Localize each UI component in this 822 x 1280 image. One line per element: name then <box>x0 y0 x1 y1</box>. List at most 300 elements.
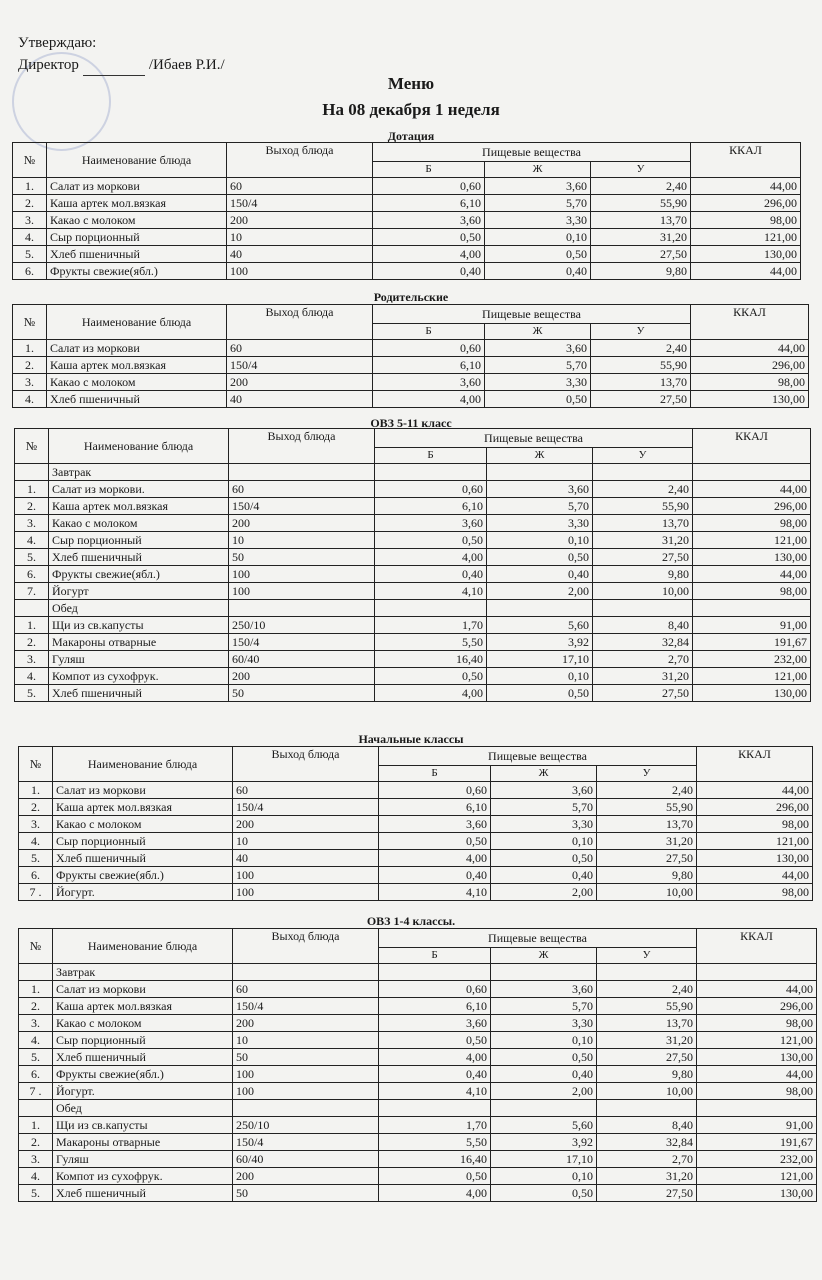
fat-value: 3,60 <box>491 782 597 799</box>
carbs-value <box>593 464 693 481</box>
row-number: 1. <box>13 340 47 357</box>
table-row <box>19 867 813 884</box>
row-number: 7 . <box>19 884 53 901</box>
dish-name: Сыр порционный <box>49 532 229 549</box>
row-number: 2. <box>19 799 53 816</box>
fat-value: 3,30 <box>485 374 591 391</box>
protein-value: 0,50 <box>375 532 487 549</box>
page-title: Меню <box>387 74 435 93</box>
carbs-value: 32,84 <box>597 1134 697 1151</box>
kcal-value: 191,67 <box>697 1134 817 1151</box>
protein-value: 6,10 <box>379 998 491 1015</box>
protein-value <box>379 964 491 981</box>
dish-name: Йогурт <box>49 583 229 600</box>
protein-value: 0,60 <box>375 481 487 498</box>
approve-label: Утверждаю: <box>18 35 97 51</box>
kcal-value: 130,00 <box>697 850 813 867</box>
col-output-header: Выход блюда <box>229 429 375 464</box>
kcal-value: 98,00 <box>697 816 813 833</box>
table-row <box>13 229 801 246</box>
dish-name: Салат из моркови <box>53 782 233 799</box>
kcal-value: 121,00 <box>697 833 813 850</box>
table-row <box>13 391 809 408</box>
table-row <box>19 816 813 833</box>
col-output-header: Выход блюда <box>233 929 379 964</box>
carbs-value: 31,20 <box>597 1168 697 1185</box>
table-row <box>15 532 811 549</box>
dish-output: 50 <box>233 1185 379 1202</box>
dish-output: 40 <box>233 850 379 867</box>
dish-output: 150/4 <box>227 195 373 212</box>
protein-value: 0,50 <box>375 668 487 685</box>
col-num-header: № <box>15 429 49 464</box>
kcal-value: 44,00 <box>691 178 801 195</box>
menu-table <box>18 746 813 901</box>
approval-block <box>18 32 418 76</box>
dish-output: 40 <box>227 391 373 408</box>
protein-value: 5,50 <box>379 1134 491 1151</box>
kcal-value: 44,00 <box>697 1066 817 1083</box>
dish-output: 60/40 <box>233 1151 379 1168</box>
carbs-value: 8,40 <box>593 617 693 634</box>
kcal-value: 130,00 <box>697 1185 817 1202</box>
col-b-header: Б <box>375 448 487 464</box>
table-row <box>13 340 809 357</box>
carbs-value: 2,40 <box>591 178 691 195</box>
row-number: 5. <box>19 1049 53 1066</box>
dish-name: Сыр порционный <box>53 1032 233 1049</box>
carbs-value: 55,90 <box>591 195 691 212</box>
col-nutrients-header: Пищевые вещества <box>373 305 691 324</box>
dish-output: 150/4 <box>229 634 375 651</box>
dish-name: Хлеб пшеничный <box>53 850 233 867</box>
fat-value: 5,70 <box>485 195 591 212</box>
row-number: 5. <box>15 549 49 566</box>
table-row <box>13 195 801 212</box>
dish-name: Какао с молоком <box>49 515 229 532</box>
kcal-value: 98,00 <box>697 884 813 901</box>
col-u-header: У <box>597 766 697 782</box>
col-kcal-header: ККАЛ <box>697 747 813 782</box>
table-row <box>15 617 811 634</box>
dish-output: 100 <box>229 566 375 583</box>
protein-value: 4,00 <box>375 685 487 702</box>
protein-value: 4,10 <box>379 1083 491 1100</box>
kcal-value: 130,00 <box>693 549 811 566</box>
row-number <box>19 964 53 981</box>
carbs-value: 55,90 <box>597 998 697 1015</box>
kcal-value: 98,00 <box>693 583 811 600</box>
protein-value: 1,70 <box>379 1117 491 1134</box>
dish-output: 150/4 <box>233 998 379 1015</box>
table-row <box>19 884 813 901</box>
fat-value <box>491 964 597 981</box>
carbs-value: 2,70 <box>593 651 693 668</box>
protein-value: 0,60 <box>379 782 491 799</box>
row-number: 4. <box>19 1032 53 1049</box>
table-header-row <box>13 305 809 324</box>
dish-output: 200 <box>233 816 379 833</box>
fat-value: 0,50 <box>491 1049 597 1066</box>
protein-value: 0,40 <box>379 1066 491 1083</box>
kcal-value: 44,00 <box>691 263 801 280</box>
dish-output: 200 <box>227 212 373 229</box>
table-row <box>13 246 801 263</box>
dish-name: Хлеб пшеничный <box>53 1185 233 1202</box>
carbs-value: 55,90 <box>591 357 691 374</box>
table-row <box>15 651 811 668</box>
row-number: 2. <box>15 498 49 515</box>
table-row <box>15 634 811 651</box>
row-number: 4. <box>13 229 47 246</box>
table-row <box>13 212 801 229</box>
row-number: 1. <box>19 1117 53 1134</box>
dish-output: 150/4 <box>227 357 373 374</box>
dish-output: 150/4 <box>229 498 375 515</box>
section-title: Дотация <box>387 129 435 143</box>
table-row <box>19 1100 817 1117</box>
dish-name: Хлеб пшеничный <box>47 391 227 408</box>
col-u-header: У <box>591 324 691 340</box>
fat-value: 0,40 <box>487 566 593 583</box>
col-b-header: Б <box>379 766 491 782</box>
protein-value: 4,00 <box>373 246 485 263</box>
kcal-value: 98,00 <box>693 515 811 532</box>
carbs-value: 31,20 <box>593 668 693 685</box>
kcal-value: 98,00 <box>691 374 809 391</box>
dish-output: 60/40 <box>229 651 375 668</box>
kcal-value: 130,00 <box>691 391 809 408</box>
dish-output: 10 <box>233 833 379 850</box>
kcal-value: 98,00 <box>691 212 801 229</box>
dish-output <box>233 1100 379 1117</box>
fat-value: 3,60 <box>485 178 591 195</box>
menu-table <box>14 428 811 702</box>
dish-name: Завтрак <box>53 964 233 981</box>
protein-value: 16,40 <box>379 1151 491 1168</box>
fat-value: 3,30 <box>487 515 593 532</box>
table-row <box>19 1151 817 1168</box>
table-row <box>15 515 811 532</box>
carbs-value: 10,00 <box>597 1083 697 1100</box>
fat-value <box>491 1100 597 1117</box>
col-b-header: Б <box>373 324 485 340</box>
dish-output: 200 <box>227 374 373 391</box>
director-line <box>18 54 418 76</box>
fat-value: 3,30 <box>491 1015 597 1032</box>
dish-output: 100 <box>233 1066 379 1083</box>
kcal-value: 44,00 <box>693 566 811 583</box>
col-num-header: № <box>13 305 47 340</box>
protein-value: 16,40 <box>375 651 487 668</box>
kcal-value: 130,00 <box>691 246 801 263</box>
carbs-value: 27,50 <box>593 549 693 566</box>
dish-name: Какао с молоком <box>53 1015 233 1032</box>
col-b-header: Б <box>373 162 485 178</box>
row-number <box>15 464 49 481</box>
col-zh-header: Ж <box>491 948 597 964</box>
col-name-header: Наименование блюда <box>47 143 227 178</box>
row-number: 1. <box>13 178 47 195</box>
protein-value: 0,60 <box>373 178 485 195</box>
col-nutrients-header: Пищевые вещества <box>375 429 693 448</box>
dish-name: Хлеб пшеничный <box>49 685 229 702</box>
table-row <box>15 481 811 498</box>
kcal-value: 296,00 <box>697 998 817 1015</box>
section-title: ОВЗ 1-4 классы. <box>366 914 456 928</box>
row-number: 7. <box>15 583 49 600</box>
dish-name: Салат из моркови <box>47 340 227 357</box>
protein-value <box>375 600 487 617</box>
carbs-value: 27,50 <box>597 850 697 867</box>
carbs-value: 2,40 <box>597 981 697 998</box>
kcal-value: 121,00 <box>697 1168 817 1185</box>
dish-output: 200 <box>229 515 375 532</box>
carbs-value: 27,50 <box>593 685 693 702</box>
col-u-header: У <box>593 448 693 464</box>
row-number: 1. <box>19 782 53 799</box>
protein-value <box>379 1100 491 1117</box>
protein-value: 5,50 <box>375 634 487 651</box>
protein-value: 4,00 <box>379 1185 491 1202</box>
dish-name: Каша артек мол.вязкая <box>49 498 229 515</box>
kcal-value: 191,67 <box>693 634 811 651</box>
fat-value: 5,60 <box>491 1117 597 1134</box>
table-row <box>19 964 817 981</box>
kcal-value <box>697 964 817 981</box>
dish-name: Салат из моркови <box>47 178 227 195</box>
row-number: 4. <box>15 532 49 549</box>
col-num-header: № <box>13 143 47 178</box>
menu-table <box>12 142 801 280</box>
kcal-value: 44,00 <box>691 340 809 357</box>
dish-name: Макароны отварные <box>53 1134 233 1151</box>
protein-value: 3,60 <box>379 1015 491 1032</box>
table-row <box>19 1083 817 1100</box>
carbs-value: 9,80 <box>591 263 691 280</box>
protein-value: 0,40 <box>379 867 491 884</box>
protein-value: 0,50 <box>379 1032 491 1049</box>
section-title: ОВЗ 5-11 класс <box>370 416 452 430</box>
fat-value: 17,10 <box>491 1151 597 1168</box>
fat-value <box>487 464 593 481</box>
section-title: Родительские <box>373 290 449 304</box>
fat-value: 0,10 <box>487 668 593 685</box>
carbs-value: 2,40 <box>597 782 697 799</box>
dish-name: Фрукты свежие(ябл.) <box>49 566 229 583</box>
dish-output: 100 <box>233 884 379 901</box>
carbs-value: 27,50 <box>591 391 691 408</box>
table-row <box>13 178 801 195</box>
dish-name: Щи из св.капусты <box>49 617 229 634</box>
dish-output: 40 <box>227 246 373 263</box>
carbs-value: 55,90 <box>593 498 693 515</box>
protein-value: 4,10 <box>379 884 491 901</box>
dish-name: Хлеб пшеничный <box>49 549 229 566</box>
kcal-value: 296,00 <box>697 799 813 816</box>
carbs-value: 13,70 <box>597 1015 697 1032</box>
fat-value: 5,70 <box>485 357 591 374</box>
row-number: 7 . <box>19 1083 53 1100</box>
col-nutrients-header: Пищевые вещества <box>373 143 691 162</box>
table-row <box>15 549 811 566</box>
col-kcal-header: ККАЛ <box>693 429 811 464</box>
row-number: 6. <box>19 867 53 884</box>
fat-value: 0,10 <box>491 1168 597 1185</box>
fat-value: 0,50 <box>491 850 597 867</box>
fat-value: 2,00 <box>491 1083 597 1100</box>
row-number: 3. <box>15 515 49 532</box>
table-row <box>15 566 811 583</box>
kcal-value: 121,00 <box>693 668 811 685</box>
table-header-row <box>19 929 817 948</box>
fat-value: 0,40 <box>491 867 597 884</box>
dish-output: 100 <box>227 263 373 280</box>
director-name: /Ибаев Р.И./ <box>148 57 225 73</box>
col-kcal-header: ККАЛ <box>691 143 801 178</box>
carbs-value: 9,80 <box>597 867 697 884</box>
table-row <box>15 668 811 685</box>
col-kcal-header: ККАЛ <box>691 305 809 340</box>
row-number: 2. <box>19 998 53 1015</box>
dish-output: 100 <box>233 867 379 884</box>
protein-value: 0,50 <box>379 833 491 850</box>
table-row <box>19 981 817 998</box>
col-b-header: Б <box>379 948 491 964</box>
carbs-value <box>597 1100 697 1117</box>
row-number: 5. <box>19 1185 53 1202</box>
dish-name: Завтрак <box>49 464 229 481</box>
dish-name: Фрукты свежие(ябл.) <box>53 867 233 884</box>
protein-value: 3,60 <box>379 816 491 833</box>
row-number: 1. <box>19 981 53 998</box>
table-row <box>19 1015 817 1032</box>
dish-name: Гуляш <box>53 1151 233 1168</box>
carbs-value: 2,70 <box>597 1151 697 1168</box>
protein-value: 0,50 <box>373 229 485 246</box>
carbs-value: 10,00 <box>597 884 697 901</box>
protein-value: 4,00 <box>375 549 487 566</box>
fat-value: 3,60 <box>485 340 591 357</box>
dish-output: 10 <box>233 1032 379 1049</box>
fat-value: 5,70 <box>491 998 597 1015</box>
dish-name: Каша артек мол.вязкая <box>53 799 233 816</box>
carbs-value: 13,70 <box>593 515 693 532</box>
table-row <box>19 1066 817 1083</box>
kcal-value: 44,00 <box>697 981 817 998</box>
kcal-value: 121,00 <box>697 1032 817 1049</box>
dish-output: 150/4 <box>233 1134 379 1151</box>
dish-name: Какао с молоком <box>47 212 227 229</box>
col-output-header: Выход блюда <box>233 747 379 782</box>
kcal-value: 91,00 <box>693 617 811 634</box>
protein-value: 6,10 <box>373 357 485 374</box>
dish-name: Сыр порционный <box>47 229 227 246</box>
table-row <box>13 357 809 374</box>
kcal-value <box>697 1100 817 1117</box>
col-name-header: Наименование блюда <box>53 929 233 964</box>
table-row <box>15 583 811 600</box>
table-row <box>19 850 813 867</box>
dish-output: 200 <box>229 668 375 685</box>
col-num-header: № <box>19 929 53 964</box>
fat-value: 0,40 <box>485 263 591 280</box>
kcal-value: 121,00 <box>691 229 801 246</box>
table-row <box>19 833 813 850</box>
table-header-row <box>19 747 813 766</box>
dish-output: 60 <box>227 178 373 195</box>
table-row <box>15 685 811 702</box>
col-num-header: № <box>19 747 53 782</box>
carbs-value: 10,00 <box>593 583 693 600</box>
dish-name: Фрукты свежие(ябл.) <box>47 263 227 280</box>
table-row <box>15 498 811 515</box>
protein-value: 3,60 <box>375 515 487 532</box>
row-number: 5. <box>19 850 53 867</box>
dish-name: Обед <box>49 600 229 617</box>
row-number <box>19 1100 53 1117</box>
dish-output: 10 <box>227 229 373 246</box>
row-number: 6. <box>13 263 47 280</box>
row-number: 3. <box>13 374 47 391</box>
row-number: 4. <box>15 668 49 685</box>
fat-value: 0,50 <box>485 246 591 263</box>
fat-value: 5,70 <box>491 799 597 816</box>
fat-value: 0,50 <box>487 685 593 702</box>
col-u-header: У <box>591 162 691 178</box>
carbs-value <box>597 964 697 981</box>
kcal-value: 98,00 <box>697 1083 817 1100</box>
row-number: 3. <box>15 651 49 668</box>
dish-output: 250/10 <box>233 1117 379 1134</box>
kcal-value: 296,00 <box>691 195 801 212</box>
protein-value: 1,70 <box>375 617 487 634</box>
carbs-value: 31,20 <box>593 532 693 549</box>
row-number: 1. <box>15 481 49 498</box>
fat-value: 0,10 <box>485 229 591 246</box>
row-number: 4. <box>19 833 53 850</box>
dish-name: Щи из св.капусты <box>53 1117 233 1134</box>
fat-value: 3,60 <box>491 981 597 998</box>
carbs-value: 13,70 <box>591 374 691 391</box>
fat-value: 0,10 <box>487 532 593 549</box>
dish-name: Йогурт. <box>53 1083 233 1100</box>
col-name-header: Наименование блюда <box>47 305 227 340</box>
director-label: Директор <box>18 57 79 73</box>
dish-name: Фрукты свежие(ябл.) <box>53 1066 233 1083</box>
protein-value: 3,60 <box>373 374 485 391</box>
dish-name: Йогурт. <box>53 884 233 901</box>
table-row <box>19 1117 817 1134</box>
carbs-value: 9,80 <box>597 1066 697 1083</box>
fat-value: 3,92 <box>487 634 593 651</box>
dish-name: Хлеб пшеничный <box>47 246 227 263</box>
carbs-value: 13,70 <box>591 212 691 229</box>
table-row <box>13 263 801 280</box>
protein-value: 0,40 <box>373 263 485 280</box>
dish-name: Салат из моркови <box>53 981 233 998</box>
row-number: 3. <box>19 816 53 833</box>
kcal-value: 232,00 <box>693 651 811 668</box>
dish-name: Какао с молоком <box>47 374 227 391</box>
carbs-value: 27,50 <box>597 1049 697 1066</box>
col-nutrients-header: Пищевые вещества <box>379 929 697 948</box>
fat-value: 0,40 <box>491 1066 597 1083</box>
dish-name: Компот из сухофрук. <box>49 668 229 685</box>
col-kcal-header: ККАЛ <box>697 929 817 964</box>
protein-value: 6,10 <box>379 799 491 816</box>
table-row <box>19 998 817 1015</box>
